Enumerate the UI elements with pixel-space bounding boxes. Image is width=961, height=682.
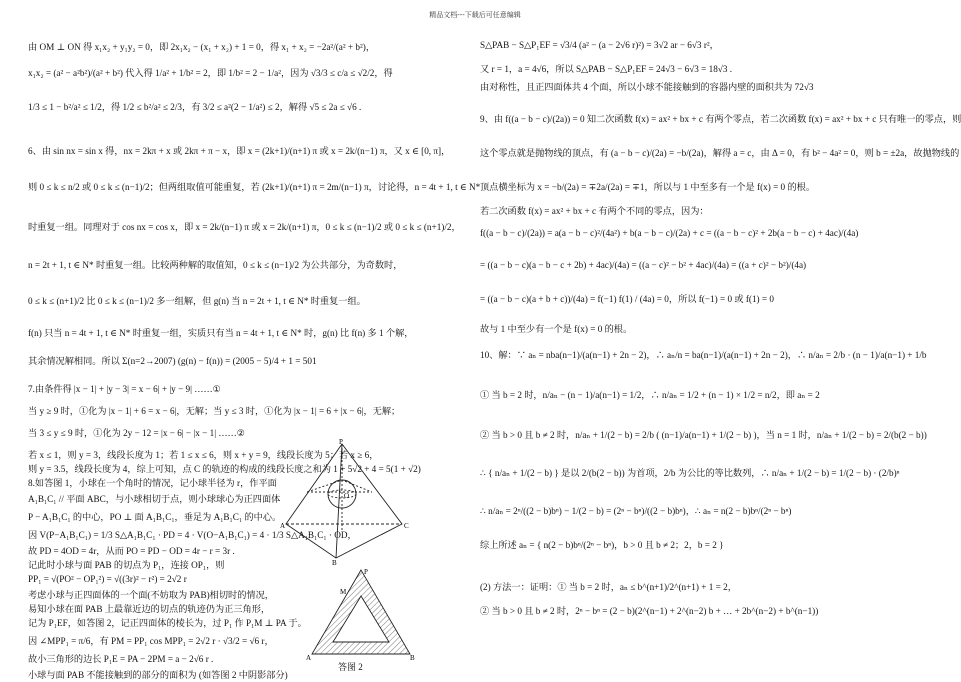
right-line: ① 当 b = 2 时，n/aₙ − (n − 1)/a(n−1) = 1/2，∴ n/aₙ = 1/2 + (n − 1) × 1/2 = n/2，即 aₙ = 2 — [480, 390, 820, 400]
left-line: 其余情况解相同。所以 Σ(n=2→2007) (g(n) − f(n)) = (2005 − 5)/4 + 1 = 501 — [28, 356, 317, 366]
fig1-label-a: A — [280, 522, 286, 530]
fig2-label-a: A — [306, 654, 312, 662]
figure2-caption: 答图 2 — [338, 662, 363, 672]
left-line: 故小三角形的边长 P₁E = PA − 2PM = a − 2√6 r . — [28, 654, 214, 664]
left-line: n = 2t + 1, t ∈ N* 时重复一组。比较两种解的取值知，0 ≤ k ≤ (n−1)/2 为公共部分，为奇数时， — [28, 260, 403, 270]
right-line: 由对称性，且正四面体共 4 个面，所以小球不能接触到的容器内壁的面积共为 72√3 — [480, 82, 814, 92]
page-header: 精品文档---下载后可任意编辑 — [429, 11, 521, 19]
right-line: 故与 1 中至少有一个是 f(x) = 0 的根。 — [480, 324, 633, 334]
left-line: 0 ≤ k ≤ (n+1)/2 比 0 ≤ k ≤ (n−1)/2 多一组解，但 g(n) 当 n = 2t + 1, t ∈ N* 时重复一组。 — [28, 296, 366, 306]
left-line: 1/3 ≤ 1 − b²/a² ≤ 1/2，得 1/2 ≤ b²/a² ≤ 2/3，有 3/2 ≤ a²(2 − 1/a²) ≤ 2，解得 √5 ≤ 2a ≤ √6 . — [28, 102, 362, 112]
left-line: 由 OM ⊥ ON 得 x₁x₂ + y₁y₂ = 0，即 2x₁x₂ − (x₁ + x₂) + 1 = 0，得 x₁ + x₂ = −2a²/(a² + b²)， — [28, 42, 376, 52]
left-line: 则 0 ≤ k ≤ n/2 或 0 ≤ k ≤ (n−1)/2；但两组取值可能重复，若 (2k+1)/(n+1) π = 2m/(n−1) π，讨论得，n = 4t + 1, t ∈ N* — [28, 182, 481, 192]
right-line: 若二次函数 f(x) = ax² + bx + c 有两个不同的零点，因为： — [480, 206, 709, 216]
left-line: 故 PD = 4OD = 4r，从而 PO = PD − OD = 4r − r = 3r . — [28, 546, 235, 556]
left-line: 当 y ≥ 9 时，①化为 |x − 1| + 6 = x − 6|，无解；当 y ≤ 3 时，①化为 |x − 1| = 6 + |x − 6|，无解； — [28, 406, 401, 416]
right-line: (2) 方法一：证明：① 当 b = 2 时，aₙ ≤ b^(n+1)/2^(n+1) + 1 = 2， — [480, 582, 737, 592]
left-line: PP₁ = √(PO² − OP₁²) = √((3r)² − r²) = 2√2 r — [28, 574, 187, 584]
left-line: 8.如答图 1，小球在一个角时的情况，记小球半径为 r，作平面 — [28, 478, 277, 488]
fig1-label-b: B — [332, 559, 337, 567]
right-line: = ((a − b − c)(a + b + c))/(4a) = f(−1) f(1) / (4a) = 0，所以 f(−1) = 0 或 f(1) = 0 — [480, 294, 774, 304]
left-line: 当 3 ≤ y ≤ 9 时，①化为 2y − 12 = |x − 6| − |x − 1| ……② — [28, 428, 245, 438]
left-line: 因 ∠MPP₁ = π/6，有 PM = PP₁ cos MPP₁ = 2√2 r · √3/2 = √6 r， — [28, 636, 274, 646]
left-line: 6、由 sin nx = sin x 得，nx = 2kπ + x 或 2kπ + π − x，即 x = (2k+1)/(n+1) π 或 x = 2k/(n−1) π，又 x ∈ [0, π]， — [28, 146, 451, 156]
left-line: 因 V(P−A₁B₁C₁) = 1/3 S△A₁B₁C₁ · PD = 4 · V(O−A₁B₁C₁) = 4 · 1/3 S△A₁B₁C₁ · OD， — [28, 530, 357, 540]
left-line: 记为 P₁EF，如答图 2，记正四面体的棱长为，过 P₁ 作 P₁M ⊥ PA 于。 — [28, 618, 307, 628]
left-line: 记此时小球与面 PAB 的切点为 P₁，连接 OP₁，则 — [28, 560, 225, 570]
right-line: = ((a − b − c)(a − b − c + 2b) + 4ac)/(4a) = ((a − c)² − b² + 4ac)/(4a) = ((a + c)² − b²)/(4a) — [480, 260, 807, 270]
left-line: 若 x ≤ 1，则 y = 3，线段长度为 1；若 1 ≤ x ≤ 6，则 x + y = 9，线段长度为 5；若 x ≥ 6， — [28, 450, 379, 460]
right-line: f((a − b − c)/(2a)) = a(a − b − c)²/(4a²) + b(a − b − c)/(2a) + c = ((a − b − c)² + 2b(a − b − c) + 4ac)/(4a) — [480, 228, 859, 238]
right-line: ② 当 b > 0 且 b ≠ 2 时，2ⁿ − bⁿ = (2 − b)(2^(n−1) + 2^(n−2) b + … + 2b^(n−2) + b^(n−1)) — [480, 606, 819, 616]
left-line: 易知小球在面 PAB 上最靠近边的切点的轨迹仍为正三角形， — [28, 604, 271, 614]
fig2-label-b: B — [410, 654, 415, 662]
left-line: 考虑小球与正四面体的一个面(不妨取为 PAB)相切时的情况， — [28, 590, 274, 600]
fig1-label-o: O — [344, 492, 350, 500]
left-line: A₁B₁C₁ // 平面 ABC，与小球相切于点，则小球球心为正四面体 — [28, 494, 281, 504]
fig1-label-c: C — [404, 522, 409, 530]
right-line: 顶点横坐标为 x = −b/(2a) = ∓2a/(2a) = ∓1，所以与 1 中至多有一个是 f(x) = 0 的根。 — [480, 182, 816, 192]
right-line: 这个零点就是抛物线的顶点，有 (a − b − c)/(2a) = −b/(2a)，解得 a = c，由 Δ = 0，有 b² − 4a² = 0，则 b = ±2a，故抛物线的 — [480, 148, 960, 158]
right-line: 9、由 f((a − b − c)/(2a)) = 0 知二次函数 f(x) = ax² + bx + c 有两个零点，若二次函数 f(x) = ax² + bx + c 只有唯一的零点，则 — [480, 114, 961, 124]
right-line: ∴ n/aₙ = 2ⁿ/((2 − b)bⁿ) − 1/(2 − b) = (2ⁿ − bⁿ)/((2 − b)bⁿ)，∴ aₙ = n(2 − b)bⁿ/(2ⁿ − bⁿ) — [480, 506, 792, 516]
fig2-label-m: M — [340, 588, 347, 596]
left-line: 小球与面 PAB 不能接触到的部分的面积为 (如答图 2 中阴影部分) — [28, 670, 288, 680]
left-line: f(n) 只当 n = 4t + 1, t ∈ N* 时重复一组，实质只有当 n = 4t + 1, t ∈ N* 时，g(n) 比 f(n) 多 1 个解， — [28, 328, 414, 338]
figure-face-shading — [306, 566, 416, 662]
right-line: S△PAB − S△P₁EF = √3/4 (a² − (a − 2√6 r)²) = 3√2 ar − 6√3 r²， — [480, 40, 719, 50]
right-line: 10、解：∵ aₙ = nba(n−1)/(a(n−1) + 2n − 2)，∴ aₙ/n = ba(n−1)/(a(n−1) + 2n − 2)，∴ n/aₙ = 2/b · (n − 1)/a(n−1) + 1/b — [480, 350, 927, 360]
right-line: ∴ { n/aₙ + 1/(2 − b) } 是以 2/(b(2 − b)) 为首项，2/b 为公比的等比数列，∴ n/aₙ + 1/(2 − b) = 1/(2 − b) · (2/b)ⁿ — [480, 468, 900, 478]
right-line: 又 r = 1，a = 4√6，所以 S△PAB − S△P₁EF = 24√3 − 6√3 = 18√3 . — [480, 64, 733, 74]
fig2-label-p: P — [364, 568, 368, 576]
left-line: 则 y = 3.5，线段长度为 4，综上可知，点 C 的轨迹的构成的线段长度之和为 1 + 5√2 + 4 = 5(1 + √2) — [28, 464, 421, 474]
figure-tetrahedron — [280, 438, 412, 567]
left-line: 7.由条件得 |x − 1| + |y − 3| = x − 6| + |y − 9| ……① — [28, 384, 221, 394]
left-line: 时重复一组。同理对于 cos nx = cos x，即 x = 2k/(n−1) π 或 x = 2k/(n+1) π，0 ≤ k ≤ (n−1)/2 或 0 ≤ k ≤ (n+1)/2， — [28, 222, 461, 232]
left-line: P − A₁B₁C₁ 的中心，PO ⊥ 面 A₁B₁C₁，垂足为 A₁B₁C₁ 的中心。 — [28, 512, 282, 522]
right-line: ② 当 b > 0 且 b ≠ 2 时，n/aₙ + 1/(2 − b) = 2/b ( (n−1)/a(n−1) + 1/(2 − b) )，当 n = 1 时，n/aₙ + 1/(2 − b) = 2/(b(2 − b)) — [480, 430, 927, 440]
right-line: 综上所述 aₙ = { n(2 − b)bⁿ/(2ⁿ − bⁿ)，b > 0 且 b ≠ 2；2，b = 2 } — [480, 540, 724, 550]
left-line: x₁x₂ = (a² − a²b²)/(a² + b²) 代入得 1/a² + 1/b² = 2，即 1/b² = 2 − 1/a²，因为 √3/3 ≤ c/a ≤ √2/2，得 — [28, 68, 393, 78]
fig1-label-p: P — [339, 438, 343, 446]
